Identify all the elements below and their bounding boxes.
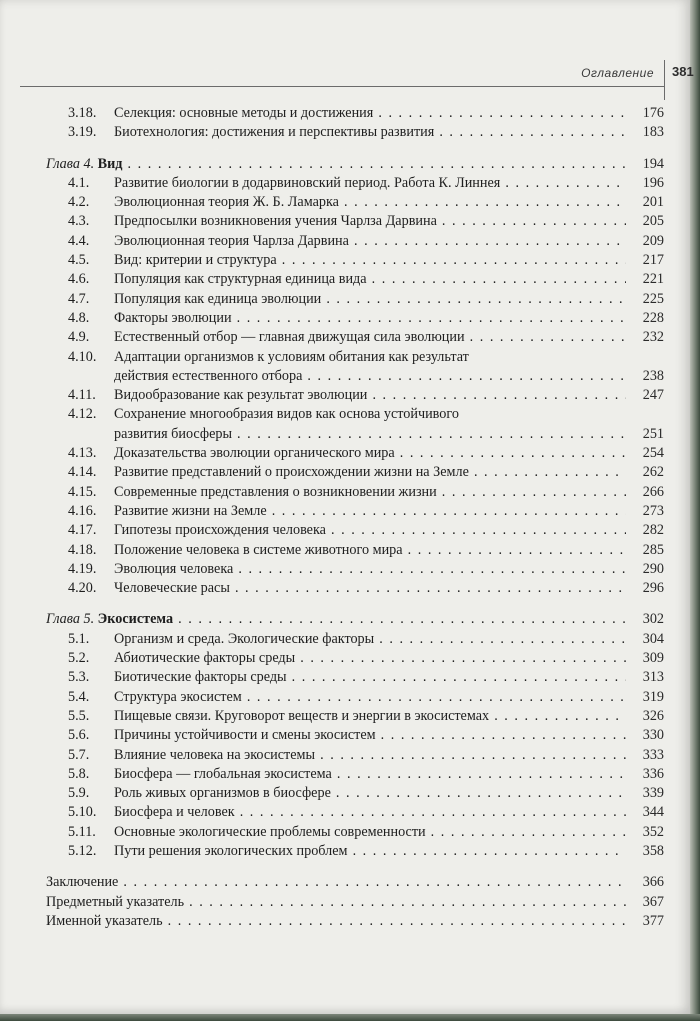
entry-page: 326 — [642, 707, 664, 724]
entry-number: 4.3. — [68, 213, 90, 230]
toc-entry[interactable] — [46, 463, 664, 482]
entry-page: 339 — [642, 785, 664, 802]
entry-title: Влияние человека на экосистемы . . . — [114, 746, 626, 765]
back-matter-entry[interactable] — [46, 893, 664, 912]
toc-entry[interactable] — [46, 803, 664, 822]
toc-entry[interactable] — [46, 270, 664, 289]
entry-number: 5.5. — [68, 707, 90, 724]
entry-number: 4.19. — [68, 560, 97, 577]
entry-page: 217 — [642, 252, 664, 269]
toc-entry[interactable] — [46, 104, 664, 123]
entry-title: Абиотические факторы среды . . . — [114, 649, 626, 668]
entry-number: 4.17. — [68, 522, 97, 539]
entry-title: Предпосылки возникновения учения Чарлза Дарвина . . . — [114, 212, 626, 231]
entry-page: 304 — [642, 630, 664, 647]
toc-entry[interactable] — [46, 726, 664, 745]
entry-page: 262 — [642, 464, 664, 481]
toc-entry[interactable] — [46, 309, 664, 328]
toc-entry[interactable] — [46, 541, 664, 560]
entry-number: 4.5. — [68, 252, 90, 269]
entry-page: 254 — [642, 445, 664, 462]
chapter-5-heading[interactable] — [46, 610, 664, 629]
table-of-contents — [46, 104, 664, 931]
entry-number: 5.6. — [68, 727, 90, 744]
toc-entry[interactable] — [46, 123, 664, 142]
entry-title: Биосфера — глобальная экосистема . . . — [114, 765, 626, 784]
entry-title: Эволюция человека . . . — [114, 560, 626, 579]
chapter-4-word: Глава 4. — [46, 155, 95, 172]
entry-title: Биотехнология: достижения и перспективы развития . . . — [114, 123, 626, 142]
entry-title: Современные представления о возникновении жизни . . . — [114, 483, 626, 502]
entry-title: Естественный отбор — главная движущая сила эволюции . . . — [114, 328, 626, 347]
toc-entry[interactable] — [46, 444, 664, 463]
entry-number: 5.11. — [68, 823, 96, 840]
entry-title: Популяция как единица эволюции . . . — [114, 290, 626, 309]
entry-page: 183 — [642, 124, 664, 141]
toc-entry[interactable] — [46, 386, 664, 405]
back-matter — [46, 873, 664, 931]
entry-number: 4.14. — [68, 464, 97, 481]
entry-number: 4.2. — [68, 194, 90, 211]
toc-entry[interactable] — [46, 348, 664, 367]
entry-title: Пути решения экологических проблем . . . — [114, 842, 626, 861]
entry-title: Адаптации организмов к условиям обитания как результат — [114, 348, 469, 365]
chapter-4-heading[interactable] — [46, 155, 664, 174]
chapter-4-entries — [46, 174, 664, 599]
entry-title: Развитие жизни на Земле . . . — [114, 502, 626, 521]
entry-page: 290 — [642, 560, 664, 577]
back-matter-entry[interactable] — [46, 873, 664, 892]
toc-entry[interactable] — [46, 668, 664, 687]
entry-page: 358 — [642, 842, 664, 859]
entry-number: 4.20. — [68, 580, 97, 597]
toc-entry[interactable] — [46, 251, 664, 270]
entry-number: 4.13. — [68, 445, 97, 462]
page-number: 381 — [672, 64, 694, 79]
toc-entry[interactable] — [46, 579, 664, 598]
entry-title: Пищевые связи. Круговорот веществ и энергии в экосистемах . . . — [114, 707, 626, 726]
entry-title-continued: действия естественного отбора . . . — [114, 367, 626, 386]
entry-title: Эволюционная теория Ж. Б. Ламарка . . . — [114, 193, 626, 212]
page-edge-bottom — [0, 1014, 700, 1021]
entry-page: 201 — [642, 194, 664, 211]
toc-entry[interactable] — [46, 405, 664, 424]
entry-title: Эволюционная теория Чарлза Дарвина . . . — [114, 232, 626, 251]
toc-entry[interactable] — [46, 502, 664, 521]
entry-number: 3.18. — [68, 105, 97, 121]
entry-number: 4.12. — [68, 406, 97, 423]
toc-entry[interactable] — [46, 746, 664, 765]
entry-number: 4.6. — [68, 271, 90, 288]
header-divider — [664, 60, 665, 100]
toc-entry[interactable] — [46, 630, 664, 649]
entry-title: Сохранение многообразия видов как основа устойчивого — [114, 406, 459, 423]
entry-title: Видообразование как результат эволюции . . . — [114, 386, 626, 405]
chapter-5-title: Экосистема — [97, 611, 174, 628]
entry-page: 333 — [642, 746, 664, 763]
entry-page: 196 — [642, 174, 664, 191]
entry-number: 4.10. — [68, 348, 97, 365]
entry-page: 232 — [642, 329, 664, 346]
entry-number: 4.4. — [68, 232, 90, 249]
entry-page: 209 — [642, 232, 664, 249]
entry-page: 366 — [642, 874, 664, 891]
entry-page: 367 — [642, 893, 664, 910]
entry-title: Развитие представлений о происхождении жизни на Земле . . . — [114, 463, 626, 482]
entry-page: 228 — [642, 309, 664, 326]
entry-page: 319 — [642, 688, 664, 705]
entry-page: 225 — [642, 290, 664, 307]
entry-page: 309 — [642, 650, 664, 667]
toc-entry-continuation[interactable] — [46, 425, 664, 444]
toc-entry[interactable] — [46, 328, 664, 347]
toc-entry[interactable] — [46, 823, 664, 842]
toc-entry-continuation[interactable] — [46, 367, 664, 386]
entry-number: 4.18. — [68, 541, 97, 558]
entry-title: Именной указатель . . . — [46, 912, 626, 931]
toc-entry[interactable] — [46, 483, 664, 502]
entry-number: 5.7. — [68, 746, 90, 763]
entry-page: 251 — [642, 425, 664, 442]
entry-number: 5.9. — [68, 785, 90, 802]
entry-title: Вид: критерии и структура . . . — [114, 251, 626, 270]
entry-title: Доказательства эволюции органического мира . . . — [114, 444, 626, 463]
entry-page: 221 — [642, 271, 664, 288]
entry-title: Основные экологические проблемы современности . . . — [114, 823, 626, 842]
entry-title: Заключение . . . — [46, 873, 626, 892]
entry-number: 4.9. — [68, 329, 90, 346]
entry-number: 5.10. — [68, 804, 97, 821]
entry-page: 352 — [642, 823, 664, 840]
toc-entry[interactable] — [46, 765, 664, 784]
entry-page: 282 — [642, 522, 664, 539]
entry-title: Структура экосистем . . . — [114, 688, 626, 707]
toc-entry[interactable] — [46, 174, 664, 193]
entry-page: 377 — [642, 912, 664, 929]
entry-number: 5.3. — [68, 669, 90, 686]
entry-number: 3.19. — [68, 124, 97, 141]
entry-title: Человеческие расы . . . — [114, 579, 626, 598]
entry-page: 330 — [642, 727, 664, 744]
entry-page: 285 — [642, 541, 664, 558]
entry-title: Гипотезы происхождения человека . . . — [114, 521, 626, 540]
entry-title: Биосфера и человек . . . — [114, 803, 626, 822]
entry-page: 344 — [642, 804, 664, 821]
entry-title: Биотические факторы среды . . . — [114, 668, 626, 687]
chapter-5-word: Глава 5. — [46, 611, 95, 628]
entry-number: 4.16. — [68, 502, 97, 519]
entry-number: 4.8. — [68, 309, 90, 326]
entry-title-continued: развития биосферы . . . — [114, 425, 626, 444]
entry-page: 296 — [642, 580, 664, 597]
back-matter-entry[interactable] — [46, 912, 664, 931]
toc-entry[interactable] — [46, 290, 664, 309]
toc-entry[interactable] — [46, 688, 664, 707]
entry-number: 5.2. — [68, 650, 90, 667]
toc-entry[interactable] — [46, 649, 664, 668]
toc-entry[interactable] — [46, 521, 664, 540]
toc-entry[interactable] — [46, 212, 664, 231]
toc-entry[interactable] — [46, 707, 664, 726]
entry-title: Факторы эволюции . . . — [114, 309, 626, 328]
entry-page: 273 — [642, 502, 664, 519]
toc-entry[interactable] — [46, 784, 664, 803]
entry-title: Селекция: основные методы и достижения . . . — [114, 104, 626, 123]
chapter-5-entries — [46, 630, 664, 862]
entry-title: Предметный указатель . . . — [46, 893, 626, 912]
entry-number: 4.1. — [68, 174, 90, 191]
running-head: Оглавление — [581, 66, 654, 80]
entry-number: 4.7. — [68, 290, 90, 307]
header-rule — [20, 86, 664, 87]
entry-title: Популяция как структурная единица вида . . . — [114, 270, 626, 289]
entry-page: 238 — [642, 367, 664, 384]
entry-number: 5.4. — [68, 688, 90, 705]
entry-number: 5.1. — [68, 630, 90, 647]
entry-number: 5.8. — [68, 765, 90, 782]
toc-entry[interactable] — [46, 560, 664, 579]
page-edge-right — [690, 0, 700, 1021]
toc-entry[interactable] — [46, 842, 664, 861]
entry-page: 313 — [642, 669, 664, 686]
entry-page: 205 — [642, 213, 664, 230]
entry-page: 176 — [642, 105, 664, 121]
entry-title: Причины устойчивости и смены экосистем . . . — [114, 726, 626, 745]
entry-title: Роль живых организмов в биосфере . . . — [114, 784, 626, 803]
entry-number: 4.15. — [68, 483, 97, 500]
entry-number: 5.12. — [68, 842, 97, 859]
entry-number: 4.11. — [68, 387, 96, 404]
chapter-5-page: 302 — [642, 611, 664, 628]
chapter-4-page: 194 — [642, 155, 664, 172]
entry-page: 336 — [642, 765, 664, 782]
entry-title: Положение человека в системе животного мира . . . — [114, 541, 626, 560]
entry-page: 266 — [642, 483, 664, 500]
toc-entry[interactable] — [46, 232, 664, 251]
toc-entry[interactable] — [46, 193, 664, 212]
chapter-4-title: Вид — [97, 155, 123, 172]
entry-title: Развитие биологии в додарвиновский период. Работа К. Линнея . . . — [114, 174, 626, 193]
entry-title: Организм и среда. Экологические факторы . . . — [114, 630, 626, 649]
entry-page: 247 — [642, 387, 664, 404]
top-entries — [46, 104, 664, 143]
